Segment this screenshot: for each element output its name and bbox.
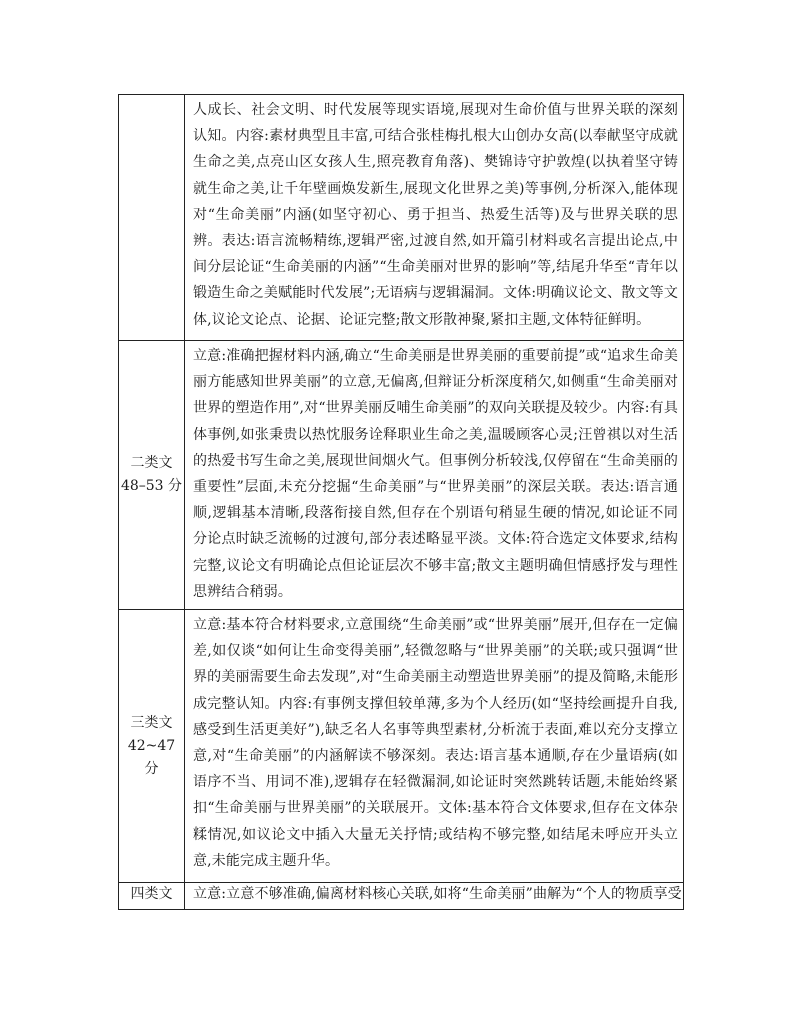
grade-description: 立意:基本符合材料要求,立意围绕“生命美丽”或“世界美丽”展开,但存在一定偏差,如仅谈“如何让生命变得美丽”,轻微忽略与“世界美丽”的关联;或只强调“世界的美丽需要生命去发现”,对“生命美丽主动塑造世界美丽”的提及简略,未能形成完整认知。内容:有事例支撑但较单薄,多为个人经历(如“坚持绘画提升自我,感受到生活更美好”),缺乏名人名事等典型素材,分析流于表面,难以充分支撑立意,对“生命美丽”的内涵解读不够深刻。表达:语言基本通顺,存在少量语病(如语序不当、用词不准),逻辑存在轻微漏洞,如论证时突然跳转话题,未能始终紧扣“生命美丽与世界美丽”的关联展开。文体:基本符合文体要求,但存在文体杂糅情况,如议论文中插入大量无关抒情;或结构不够完整,如结尾未呼应开头立意,未能完成主题升华。 (185, 610, 684, 883)
table-row (119, 883, 684, 910)
grade-label: 二类文 (130, 455, 173, 472)
table-row (119, 341, 684, 610)
grading-criteria-table (118, 94, 684, 910)
grade-score-range: 42~47 分 (127, 737, 176, 777)
grade-description: 人成长、社会文明、时代发展等现实语境,展现对生命价值与世界关联的深刻认知。内容:素材典型且丰富,可结合张桂梅扎根大山创办女高(以奉献坚守成就生命之美,点亮山区女孩人生,照亮教育角落)、樊锦诗守护敦煌(以执着坚守铸就生命之美,让千年壁画焕发新生,展现文化世界之美)等事例,分析深入,能体现对“生命美丽”内涵(如坚守初心、勇于担当、热爱生活等)及与世界关联的思辨。表达:语言流畅精练,逻辑严密,过渡自然,如开篇引材料或名言提出论点,中间分层论证“生命美丽的内涵”“生命美丽对世界的影响”等,结尾升华至“青年以锻造生命之美赋能时代发展”;无语病与逻辑漏洞。文体:明确议论文、散文等文体,议论文论点、论据、论证完整;散文形散神聚,紧扣主题,文体特征鲜明。 (185, 95, 684, 341)
grade-label-cell (119, 95, 185, 341)
grade-label-cell (119, 883, 185, 910)
grade-description: 立意:准确把握材料内涵,确立“生命美丽是世界美丽的重要前提”或“追求生命美丽方能感知世界美丽”的立意,无偏离,但辩证分析深度稍欠,如侧重“生命美丽对世界的塑造作用”,对“世界美丽反哺生命美丽”的双向关联提及较少。内容:有具体事例,如张秉贵以热忱服务诠释职业生命之美,温暖顾客心灵;汪曾祺以对生活的热爱书写生命之美,展现世间烟火气。但事例分析较浅,仅停留在“生命美丽的重要性”层面,未充分挖掘“生命美丽”与“世界美丽”的深层关联。表达:语言通顺,逻辑基本清晰,段落衔接自然,但存在个别语句稍显生硬的情况,如论证不同分论点时缺乏流畅的过渡句,部分表述略显平淡。文体:符合选定文体要求,结构完整,议论文有明确论点但论证层次不够丰富;散文主题明确但情感抒发与理性思辨结合稍弱。 (185, 341, 684, 610)
grade-label-cell (119, 341, 185, 610)
grade-description: 立意:立意不够准确,偏离材料核心关联,如将“生命美丽”曲解为“个人的物质享受 (185, 883, 684, 910)
grade-label-cell (119, 610, 185, 883)
grade-score-range: 48–53 分 (120, 478, 183, 495)
grade-label: 四类文 (130, 886, 173, 903)
table-row (119, 610, 684, 883)
table-row (119, 95, 684, 341)
grade-label: 三类文 (130, 714, 173, 731)
